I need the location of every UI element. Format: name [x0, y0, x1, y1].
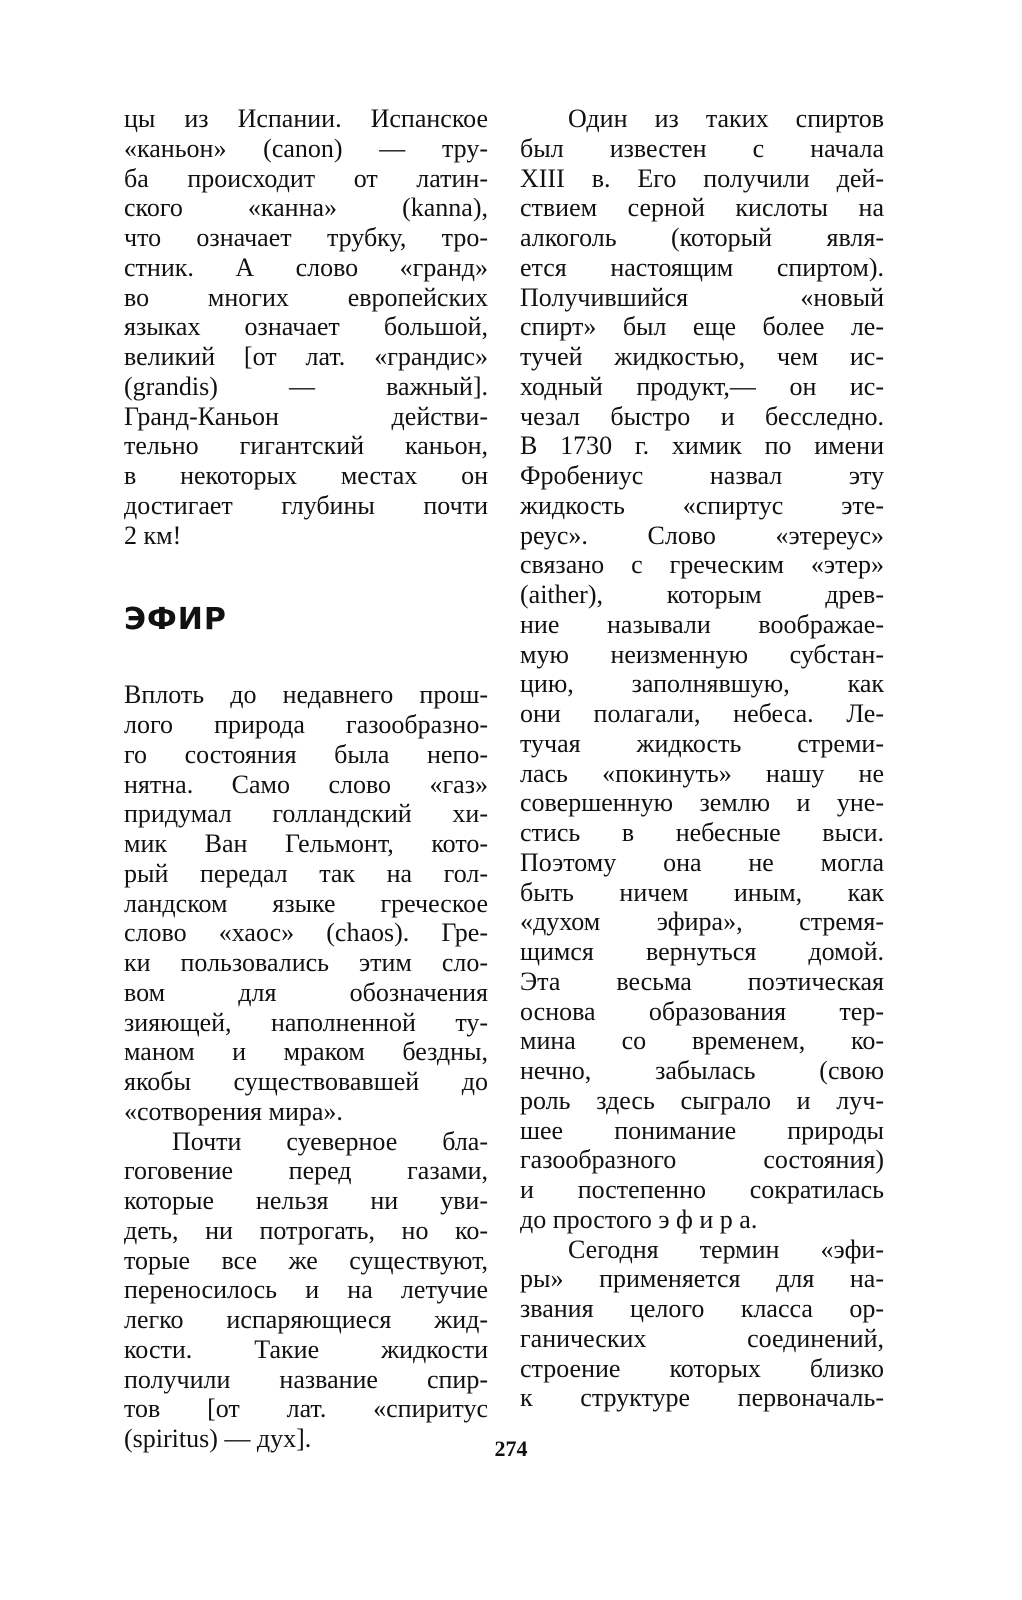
text-line: что означает трубку, тро-	[124, 223, 488, 252]
text-line: ского «канна» (kanna),	[124, 193, 488, 223]
text-line: слово «хаос» (chaos). Гре-	[124, 918, 488, 948]
text-line: якобы существовавшей до	[124, 1067, 488, 1096]
text-line: ствием серной кислоты на	[520, 193, 884, 223]
text-line: XIII в. Его получили дей-	[520, 163, 884, 193]
text-line: гоговение перед газами,	[124, 1156, 488, 1186]
text-line: ходный продукт,— он ис-	[520, 371, 884, 401]
text-line: В 1730 г. химик по имени	[520, 431, 884, 461]
text-line: строение которых близко	[520, 1353, 884, 1383]
text-line: легко испаряющиеся жид-	[124, 1305, 488, 1334]
text-line: к структуре первоначаль-	[520, 1383, 884, 1413]
text-line: тучая жидкость стреми-	[520, 728, 884, 758]
text-line: газообразного состояния)	[520, 1145, 884, 1175]
paragraph-gas	[124, 680, 488, 1126]
text-line: тучей жидкостью, чем ис-	[520, 342, 884, 371]
text-line: чезал быстро и бесследно.	[520, 401, 884, 431]
text-line: языках означает большой,	[124, 312, 488, 342]
text-line: реус». Слово «этереус»	[520, 520, 884, 550]
text-line: лась «покинуть» нашу не	[520, 758, 884, 788]
paragraph-ether-history	[520, 104, 884, 1235]
left-column	[124, 104, 488, 1454]
text-line: во многих европейских	[124, 282, 488, 312]
text-line: Вплоть до недавнего прош-	[124, 680, 488, 710]
text-line: Поэтому она не могла	[520, 847, 884, 877]
text-line: (aither), которым древ-	[520, 580, 884, 609]
text-line: цы из Испании. Испанское	[124, 104, 488, 133]
text-line: в некоторых местах он	[124, 461, 488, 490]
text-line: до простого э ф и р а.	[520, 1204, 758, 1234]
text-line: Эта весьма поэтическая	[520, 966, 884, 996]
text-line: мик Ван Гельмонт, кото-	[124, 829, 488, 858]
text-line: стись в небесные выси.	[520, 818, 884, 847]
text-line: шее понимание природы	[520, 1115, 884, 1145]
paragraph-ethers-today	[520, 1235, 884, 1414]
text-line: лого природа газообразно-	[124, 710, 488, 739]
text-line: придумал голландский хи-	[124, 799, 488, 829]
text-line: «сотворения мира».	[124, 1096, 343, 1126]
text-line: зияющей, наполненной ту-	[124, 1007, 488, 1037]
text-line: быть ничем иным, как	[520, 877, 884, 907]
text-line: спирт» был еще более ле-	[520, 312, 884, 342]
text-line: ландском языке греческое	[124, 888, 488, 918]
text-line: был известен с начала	[520, 133, 884, 163]
text-line: ганических соединений,	[520, 1323, 884, 1353]
text-line: го состояния была непо-	[124, 739, 488, 769]
text-line: нечно, забылась (свою	[520, 1056, 884, 1085]
text-line: 2 км!	[124, 520, 182, 550]
text-line: Фробениус назвал эту	[520, 461, 884, 490]
text-line: ние называли воображае-	[520, 609, 884, 639]
text-line: жидкость «спиртус эте-	[520, 490, 884, 520]
text-line: и постепенно сократилась	[520, 1175, 884, 1204]
text-line: мую неизменную субстан-	[520, 639, 884, 669]
text-line: которые нельзя ни уви-	[124, 1186, 488, 1215]
text-line: достигает глубины почти	[124, 490, 488, 520]
text-line: рый передал так на гол-	[124, 858, 488, 888]
text-line: они полагали, небеса. Ле-	[520, 699, 884, 728]
text-line: цию, заполнявшую, как	[520, 669, 884, 699]
text-line: звания целого класса ор-	[520, 1294, 884, 1323]
text-block-canyon	[124, 104, 488, 550]
text-line: Почти суеверное бла-	[172, 1126, 488, 1156]
text-line: «духом эфира», стремя-	[520, 907, 884, 937]
text-line: Получившийся «новый	[520, 282, 884, 312]
text-line: ры» применяется для на-	[520, 1264, 884, 1294]
text-line: (grandis) — важный].	[124, 371, 488, 401]
text-line: Один из таких спиртов	[568, 104, 884, 133]
text-line: алкоголь (который явля-	[520, 223, 884, 252]
text-line: «каньон» (canon) — тру-	[124, 133, 488, 163]
text-line: деть, ни потрогать, но ко-	[124, 1215, 488, 1245]
text-line: ется настоящим спиртом).	[520, 252, 884, 282]
text-line: торые все же существуют,	[124, 1245, 488, 1275]
text-line: стник. А слово «гранд»	[124, 252, 488, 282]
text-line: связано с греческим «этер»	[520, 550, 884, 580]
text-line: маном и мраком бездны,	[124, 1037, 488, 1067]
text-line: вом для обозначения	[124, 977, 488, 1007]
text-line: мина со временем, ко-	[520, 1026, 884, 1056]
text-line: великий [от лат. «грандис»	[124, 342, 488, 371]
text-line: (spiritus) — дух].	[124, 1424, 312, 1453]
text-line: ба происходит от латин-	[124, 163, 488, 193]
paragraph-spirits	[124, 1127, 488, 1454]
text-line: совершенную землю и уне-	[520, 788, 884, 818]
text-line: тов [от лат. «спиритус	[124, 1394, 488, 1424]
text-line: нятна. Само слово «газ»	[124, 769, 488, 799]
page-number: 274	[494, 1436, 528, 1461]
text-line: роль здесь сыграло и луч-	[520, 1085, 884, 1115]
text-line: ки пользовались этим сло-	[124, 948, 488, 977]
text-line: основа образования тер-	[520, 996, 884, 1026]
text-line: Гранд-Каньон действи-	[124, 401, 488, 431]
right-column	[520, 104, 884, 1413]
text-line: получили название спир-	[124, 1364, 488, 1394]
text-line: тельно гигантский каньон,	[124, 431, 488, 461]
text-line: щимся вернуться домой.	[520, 937, 884, 966]
section-heading: ЭФИР	[124, 602, 227, 638]
text-line: Сегодня термин «эфи-	[568, 1234, 884, 1264]
text-line: кости. Такие жидкости	[124, 1334, 488, 1364]
text-line: переносилось и на летучие	[124, 1275, 488, 1305]
